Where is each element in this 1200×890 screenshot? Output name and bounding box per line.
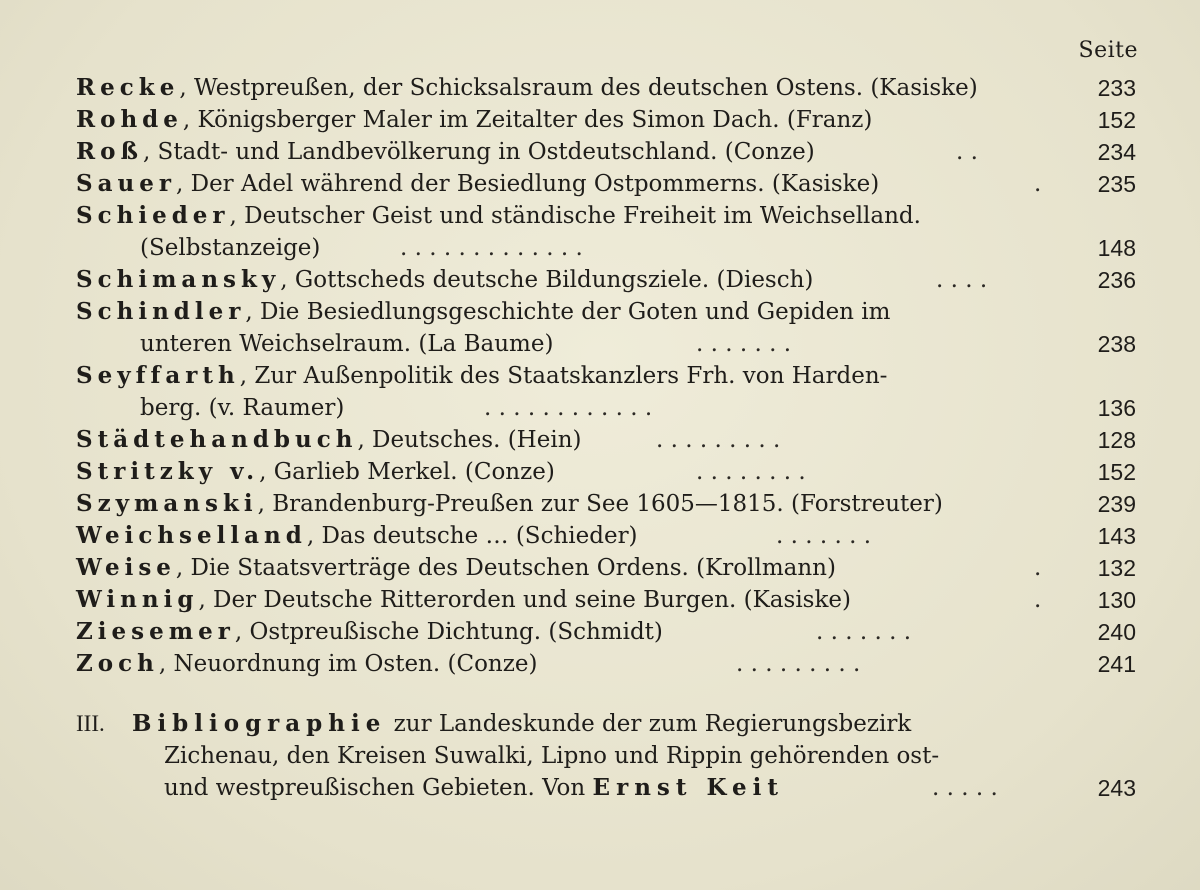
leader-dots: . <box>1034 587 1042 613</box>
index-entries <box>76 72 1140 680</box>
leader-dots: . . . . . <box>932 775 998 801</box>
entry-page: 236 <box>1097 267 1136 293</box>
entry-text: , Ostpreußische Dichtung. (Schmidt) <box>234 619 663 645</box>
entry-key: Schindler <box>76 298 246 325</box>
entry-key: Stritzky v. <box>76 458 260 485</box>
entry-page: 152 <box>1097 107 1136 133</box>
entry-key: Zoch <box>76 650 159 677</box>
leader-dots: . . . . . . . <box>696 331 792 357</box>
entry-text: (Selbstanzeige) <box>140 235 321 261</box>
entry-page: 243 <box>1097 775 1136 801</box>
entry-key: Schieder <box>76 202 230 229</box>
entry-page: 132 <box>1097 555 1136 581</box>
entry-text: , Der Adel während der Besiedlung Ostpommerns. (Kasiske) <box>176 171 880 197</box>
leader-dots: . . . . . . . . . . . . . <box>400 235 583 261</box>
index-entry <box>76 136 1140 168</box>
entry-page: 235 <box>1097 171 1136 197</box>
section-title-last-line <box>76 772 1140 804</box>
index-entry <box>76 648 1140 680</box>
entry-key: Seyffarth <box>76 362 240 389</box>
page-column-header: Seite <box>1078 38 1138 63</box>
entry-text: , Brandenburg-Preußen zur See 1605—1815. (Forstreuter) <box>257 491 943 517</box>
index-entry <box>76 360 1140 392</box>
entry-key: Szymanski <box>76 490 258 517</box>
entry-page: 128 <box>1097 427 1136 453</box>
entry-key: Weise <box>76 554 176 581</box>
index-entry <box>76 72 1140 104</box>
section-title-continuation: Zichenau, den Kreisen Suwalki, Lipno und Rippin gehörenden ost- <box>164 743 940 769</box>
entry-text: , Garlieb Merkel. (Conze) <box>259 459 555 485</box>
entry-text: , Gottscheds deutsche Bildungsziele. (Diesch) <box>280 267 814 293</box>
entry-page: 152 <box>1097 459 1136 485</box>
entry-page: 241 <box>1097 651 1136 677</box>
entry-text: , Deutsches. (Hein) <box>357 427 582 453</box>
leader-dots: . <box>1034 171 1042 197</box>
entry-page: 238 <box>1097 331 1136 357</box>
section-title-rest: zur Landeskunde der zum Regierungsbezirk <box>386 711 912 737</box>
entry-text: , Stadt- und Landbevölkerung in Ostdeutschland. (Conze) <box>142 139 815 165</box>
leader-dots: . . . . . . . . . <box>736 651 861 677</box>
section-three <box>76 708 1140 804</box>
entry-page: 143 <box>1097 523 1136 549</box>
index-entry <box>76 616 1140 648</box>
entry-page: 136 <box>1097 395 1136 421</box>
entry-key: Schimansky <box>76 266 281 293</box>
leader-dots: . . . . . . . . <box>696 459 806 485</box>
entry-text: , Deutscher Geist und ständische Freiheit im Weichselland. <box>229 203 921 229</box>
section-author: Ernst Keit <box>592 774 784 801</box>
index-entry <box>76 584 1140 616</box>
index-entry <box>76 200 1140 232</box>
index-entry <box>76 488 1140 520</box>
leader-dots: . . . . . . . <box>776 523 872 549</box>
index-entry-continuation <box>76 232 1140 264</box>
entry-text: , Zur Außenpolitik des Staatskanzlers Frh. von Harden- <box>239 363 888 389</box>
index-entry <box>76 168 1140 200</box>
index-entry-continuation <box>76 392 1140 424</box>
entry-text: , Die Staatsverträge des Deutschen Ordens. (Krollmann) <box>175 555 836 581</box>
index-entry <box>76 264 1140 296</box>
index-entry <box>76 104 1140 136</box>
index-entry <box>76 296 1140 328</box>
entry-page: 148 <box>1097 235 1136 261</box>
entry-key: Ziesemer <box>76 618 235 645</box>
entry-key: Sauer <box>76 170 176 197</box>
entry-page: 233 <box>1097 75 1136 101</box>
entry-page: 234 <box>1097 139 1136 165</box>
entry-key: Weichselland <box>76 522 307 549</box>
section-title-line <box>76 708 1140 740</box>
section-title: Bibliographie <box>132 710 387 737</box>
entry-key: Städtehandbuch <box>76 426 358 453</box>
index-entry <box>76 520 1140 552</box>
entry-text: , Die Besiedlungsgeschichte der Goten und Gepiden im <box>245 299 891 325</box>
leader-dots: . . <box>956 139 978 165</box>
leader-dots: . . . . . . . . . . . . <box>484 395 653 421</box>
index-entry <box>76 456 1140 488</box>
entry-page: 130 <box>1097 587 1136 613</box>
index-entry <box>76 424 1140 456</box>
leader-dots: . . . . . . . . . <box>656 427 781 453</box>
index-entry-continuation <box>76 328 1140 360</box>
index-entry <box>76 552 1140 584</box>
entry-page: 240 <box>1097 619 1136 645</box>
entry-key: Roß <box>76 138 143 165</box>
entry-text: , Das deutsche … (Schieder) <box>306 523 638 549</box>
entry-key: Winnig <box>76 586 199 613</box>
leader-dots: . . . . . . . <box>816 619 912 645</box>
entry-text: , Königsberger Maler im Zeitalter des Simon Dach. (Franz) <box>182 107 873 133</box>
leader-dots: . <box>1034 555 1042 581</box>
section-numeral: III. <box>76 711 105 736</box>
entry-text: berg. (v. Raumer) <box>140 395 345 421</box>
entry-key: Rohde <box>76 106 183 133</box>
leader-dots: . . . . <box>936 267 988 293</box>
entry-text: , Neuordnung im Osten. (Conze) <box>158 651 538 677</box>
entry-page: 239 <box>1097 491 1136 517</box>
section-title-prefix: und westpreußischen Gebieten. Von <box>164 775 593 801</box>
entry-text: , Der Deutsche Ritterorden und seine Burgen. (Kasiske) <box>198 587 852 613</box>
entry-text: , Westpreußen, der Schicksalsraum des deutschen Ostens. (Kasiske) <box>179 75 978 101</box>
entry-text: unteren Weichselraum. (La Baume) <box>140 331 554 357</box>
entry-key: Recke <box>76 74 180 101</box>
